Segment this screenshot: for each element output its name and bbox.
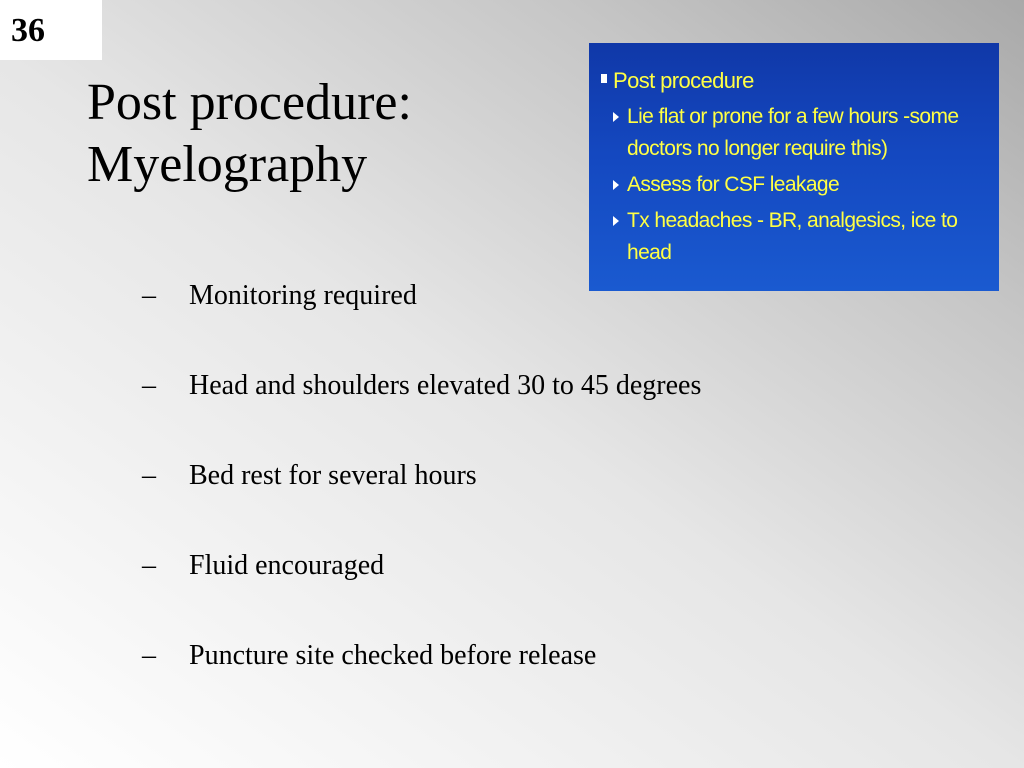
dash-bullet: – bbox=[142, 460, 156, 491]
embedded-slide-item bbox=[613, 205, 989, 269]
embedded-slide-item-text: Assess for CSF leakage bbox=[627, 173, 840, 196]
dash-bullet: – bbox=[142, 640, 156, 671]
arrow-bullet-icon bbox=[613, 180, 619, 190]
embedded-slide-item-text: Lie flat or prone for a few hours -some doctors no longer require this) bbox=[627, 105, 959, 160]
embedded-slide-item-text: Tx headaches - BR, analgesics, ice to head bbox=[627, 209, 958, 264]
embedded-slide-heading-text: Post procedure bbox=[613, 68, 754, 93]
bullet-item bbox=[142, 638, 742, 674]
bullet-list bbox=[142, 278, 742, 728]
arrow-bullet-icon bbox=[613, 216, 619, 226]
embedded-slide-item bbox=[613, 169, 989, 201]
embedded-slide-heading bbox=[601, 65, 989, 97]
bullet-item bbox=[142, 368, 742, 404]
embedded-slide-list bbox=[601, 101, 989, 269]
dash-bullet: – bbox=[142, 550, 156, 581]
bullet-text: Fluid encouraged bbox=[189, 550, 385, 581]
slide-title bbox=[87, 72, 412, 196]
bullet-item bbox=[142, 458, 742, 494]
slide-title-line-1: Post procedure: bbox=[87, 74, 412, 131]
embedded-slide-image bbox=[589, 43, 999, 291]
slide-title-line-2: Myelography bbox=[87, 136, 368, 193]
bullet-text: Monitoring required bbox=[189, 280, 417, 311]
bullet-text: Puncture site checked before release bbox=[189, 640, 597, 671]
arrow-bullet-icon bbox=[613, 112, 619, 122]
dash-bullet: – bbox=[142, 280, 156, 311]
embedded-slide-item bbox=[613, 101, 989, 165]
square-bullet-icon bbox=[601, 74, 607, 83]
dash-bullet: – bbox=[142, 370, 156, 401]
bullet-item bbox=[142, 548, 742, 584]
bullet-text: Bed rest for several hours bbox=[189, 460, 477, 491]
slide-number: 36 bbox=[0, 0, 102, 60]
bullet-text: Head and shoulders elevated 30 to 45 degrees bbox=[189, 370, 702, 401]
bullet-item bbox=[142, 278, 742, 314]
